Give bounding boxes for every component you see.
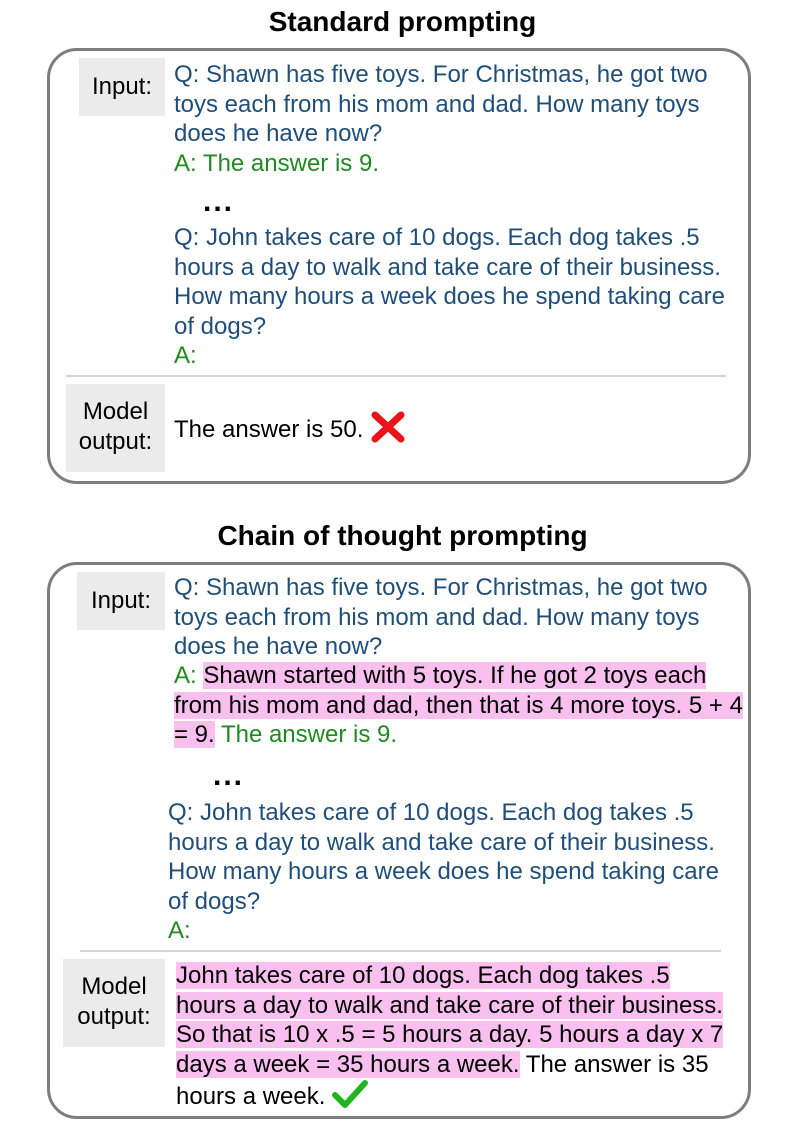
cot-test-question: Q: John takes care of 10 dogs. Each dog takes .5 hours a day to walk and take care of their business. How many hours a week does he spend taking care of dogs? [168,799,719,915]
standard-test-answer-prefix: A: [174,342,197,369]
standard-prompting-title: Standard prompting [268,6,537,37]
cot-test-answer-prefix: A: [168,917,191,944]
cot-output-label-line2: output: [77,1003,151,1030]
cot-example-answer-suffix: The answer is 9. [214,721,398,748]
cot-output-reasoning: John takes care of 10 dogs. Each dog takes .5 hours a day to walk and take care of their business. So that is 10 x .5 = 5 hours a day. 5 hours a day x 7 days a week = 35 hours a week. [176,962,724,1078]
standard-model-output [174,411,734,451]
standard-example-question: Q: Shawn has five toys. For Christmas, he got two toys each from his mom and dad. How many toys does he have now? [174,61,708,147]
cot-prompting-title: Chain of thought prompting [217,520,588,551]
standard-ellipsis: ... [203,185,235,218]
standard-output-label-line1: Model [82,398,149,425]
red-cross-icon [370,411,406,451]
cot-model-output [176,961,736,1117]
cot-divider [80,950,721,952]
standard-example-answer: A: The answer is 9. [174,150,379,177]
green-checkmark-icon [332,1079,368,1117]
standard-test-question: Q: John takes care of 10 dogs. Each dog takes .5 hours a day to walk and take care of their business. How many hours a week does he spend taking care of dogs? [174,224,725,340]
cot-output-answer: The answer is 35 hours a week. [176,1050,709,1111]
standard-divider [66,375,726,377]
cot-example-answer [174,661,744,750]
standard-output-label [66,384,165,472]
cot-input-label-text: Input: [90,587,152,614]
cot-output-label-line1: Model [81,973,147,1000]
standard-input-label-text: Input: [91,73,153,100]
standard-output-text: The answer is 50. [174,416,364,444]
cot-ellipsis: ... [213,759,245,792]
cot-example-answer-prefix: A: [174,662,204,689]
standard-input-label [79,58,165,116]
cot-output-label [63,959,165,1047]
cot-example-question: Q: Shawn has five toys. For Christmas, he got two toys each from his mom and dad. How many toys does he have now? [174,574,708,660]
cot-example-reasoning: Shawn started with 5 toys. If he got 2 toys each from his mom and dad, then that is 4 more toys. 5 + 4 = 9. [174,662,743,748]
standard-output-label-line2: output: [78,428,153,455]
cot-input-label [77,572,165,630]
